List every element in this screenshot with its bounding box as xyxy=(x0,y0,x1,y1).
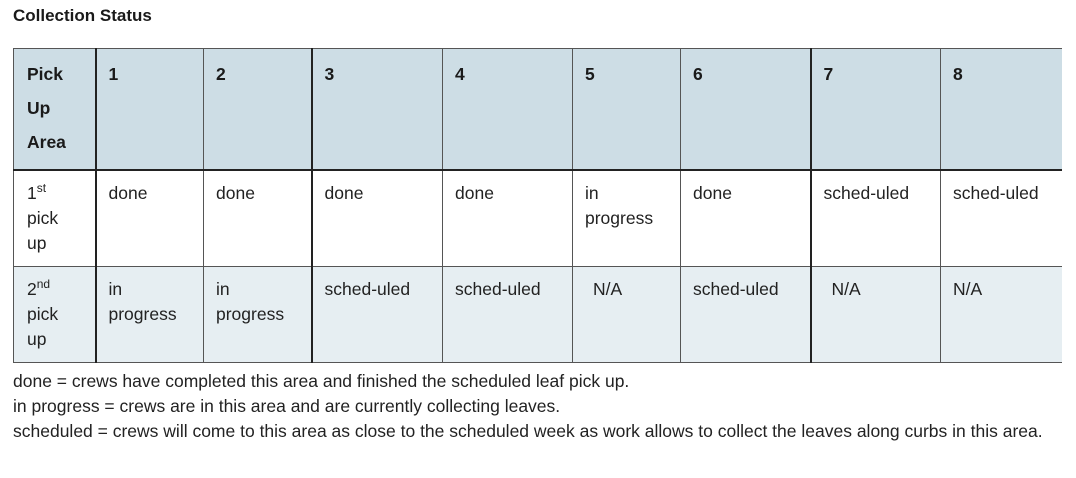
legend-scheduled: scheduled = crews will come to this area as close to the scheduled week as work allows to collect the leaves along curbs in this area. xyxy=(13,421,1043,441)
status-legend xyxy=(13,369,1063,444)
row-label-number: 2 xyxy=(27,279,37,299)
status-text: sched-uled xyxy=(324,279,411,299)
header-area-1: 1 xyxy=(96,49,204,171)
page-title: Collection Status xyxy=(13,6,152,25)
status-text: sched-uled xyxy=(693,279,779,299)
status-cell xyxy=(204,267,312,363)
header-area-5: 5 xyxy=(573,49,681,171)
table-row-first-pickup xyxy=(14,170,1062,267)
status-cell xyxy=(681,170,811,267)
row-label-number: 1 xyxy=(27,183,37,203)
status-text: progress xyxy=(216,304,285,324)
status-cell xyxy=(573,267,681,363)
status-cell xyxy=(312,267,443,363)
row-label-suffix: nd xyxy=(36,277,51,292)
status-text: in xyxy=(216,279,230,299)
status-cell xyxy=(941,170,1062,267)
row-label-word: up xyxy=(27,329,47,349)
status-cell xyxy=(312,170,443,267)
status-text: sched-uled xyxy=(953,183,1039,203)
header-area-word-2: Up xyxy=(27,98,51,118)
row-label-word: pick xyxy=(27,304,59,324)
table-header-row xyxy=(14,49,1062,171)
status-text: done xyxy=(108,183,148,203)
header-pick-up-area xyxy=(14,49,96,171)
table-row-second-pickup xyxy=(14,267,1062,363)
header-area-4: 4 xyxy=(443,49,573,171)
row-label-word: up xyxy=(27,233,47,253)
header-area-6: 6 xyxy=(681,49,811,171)
status-cell xyxy=(811,170,941,267)
status-text: in xyxy=(585,183,599,203)
status-text: progress xyxy=(108,304,177,324)
status-text: sched-uled xyxy=(823,183,910,203)
status-text: done xyxy=(455,183,494,203)
row-label-second-pickup xyxy=(14,267,96,363)
status-text: N/A xyxy=(831,279,861,299)
status-text: sched-uled xyxy=(455,279,541,299)
row-label-suffix: st xyxy=(36,181,47,196)
status-cell xyxy=(941,267,1062,363)
header-area-2: 2 xyxy=(204,49,312,171)
header-area-word-3: Area xyxy=(27,132,66,152)
status-cell xyxy=(573,170,681,267)
header-area-7: 7 xyxy=(811,49,941,171)
status-cell xyxy=(443,170,573,267)
row-label-first-pickup xyxy=(14,170,96,267)
header-area-3: 3 xyxy=(312,49,443,171)
status-text: done xyxy=(693,183,732,203)
status-cell xyxy=(96,267,204,363)
status-text: in xyxy=(108,279,123,299)
status-cell xyxy=(204,170,312,267)
status-text: done xyxy=(324,183,364,203)
status-text: N/A xyxy=(593,279,623,299)
status-cell xyxy=(96,170,204,267)
row-label-word: pick xyxy=(27,208,59,228)
header-area-8: 8 xyxy=(941,49,1062,171)
legend-in-progress: in progress = crews are in this area and are currently collecting leaves. xyxy=(13,396,561,416)
status-text: done xyxy=(216,183,255,203)
status-cell xyxy=(681,267,811,363)
status-text: N/A xyxy=(953,279,983,299)
status-cell xyxy=(443,267,573,363)
status-text: progress xyxy=(585,208,654,228)
status-cell xyxy=(811,267,941,363)
legend-done: done = crews have completed this area and finished the scheduled leaf pick up. xyxy=(13,371,630,391)
header-area-word-1: Pick xyxy=(27,64,63,84)
collection-status-table xyxy=(13,48,1062,363)
